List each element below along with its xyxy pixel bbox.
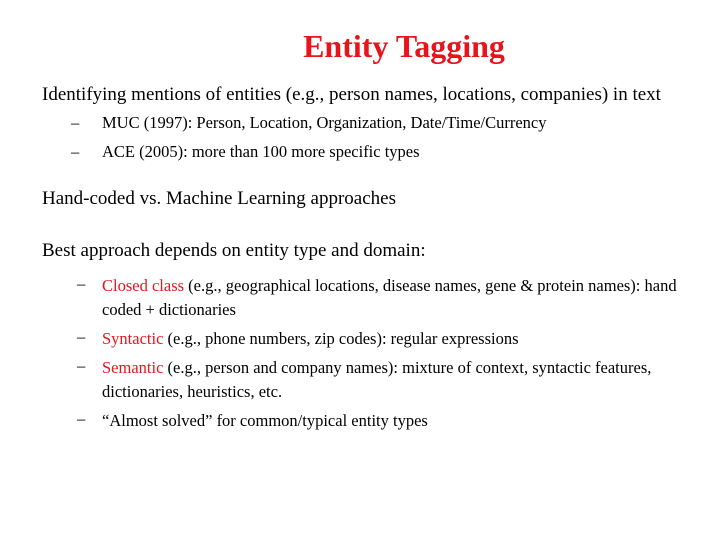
sub-bullet-closed-class	[42, 272, 702, 325]
slide-body	[42, 82, 702, 436]
sub-bullet-text: (e.g., person and company names): mixture of context, syntactic features, dictionaries, heuristics, etc.	[102, 358, 652, 401]
dash-marker: –	[77, 274, 86, 293]
dash-marker: –	[71, 142, 80, 161]
dash-marker: –	[77, 409, 86, 428]
spacer	[42, 212, 702, 238]
highlight-term: Closed class	[102, 276, 185, 295]
dash-marker: –	[77, 356, 86, 375]
slide-title: Entity Tagging	[303, 28, 505, 64]
sub-bullet-text: “Almost solved” for common/typical entity types	[102, 411, 428, 430]
bullet-identifying-mentions: Identifying mentions of entities (e.g., person names, locations, companies) in text	[42, 84, 661, 105]
spacer	[42, 264, 702, 272]
highlight-term: Semantic	[102, 358, 164, 377]
dash-marker: –	[77, 327, 86, 346]
highlight-term: Syntactic	[102, 329, 164, 348]
sub-bullet-ace	[42, 137, 702, 166]
bullet-approaches: Hand-coded vs. Machine Learning approaches	[42, 188, 396, 209]
sub-bullet-text: ACE (2005): more than 100 more specific types	[102, 142, 420, 161]
spacer	[42, 166, 702, 186]
dash-marker: –	[71, 113, 80, 132]
sub-bullet-text: MUC (1997): Person, Location, Organization, Date/Time/Currency	[102, 113, 547, 132]
bullet-best-approach: Best approach depends on entity type and domain:	[42, 240, 426, 261]
sub-bullet-muc	[42, 108, 702, 137]
sub-bullet-semantic	[42, 354, 702, 407]
sub-bullet-text: (e.g., phone numbers, zip codes): regular expressions	[163, 329, 519, 348]
sub-bullet-almost-solved	[42, 407, 702, 436]
sub-bullet-syntactic	[42, 325, 702, 354]
sub-bullet-text: (e.g., geographical locations, disease names, gene & protein names): hand coded + dictionaries	[102, 276, 677, 319]
